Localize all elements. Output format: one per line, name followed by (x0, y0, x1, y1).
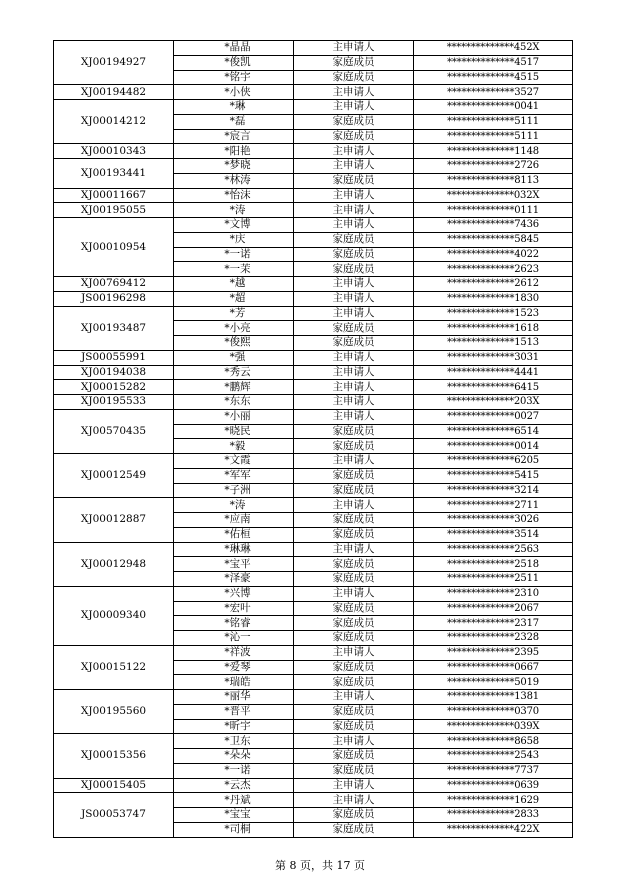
id-number-cell: **************422X (414, 822, 573, 837)
application-id-cell: XJ00010954 (54, 218, 174, 277)
application-id-cell: JS00196298 (54, 291, 174, 306)
application-id-cell: XJ00010343 (54, 144, 174, 159)
role-cell: 家庭成员 (294, 483, 414, 498)
name-cell: *涛 (174, 203, 294, 218)
id-number-cell: **************3214 (414, 483, 573, 498)
application-id-cell: XJ00570435 (54, 409, 174, 453)
table-row (54, 100, 573, 115)
role-cell: 家庭成员 (294, 247, 414, 262)
application-id-cell: XJ00194927 (54, 41, 174, 85)
name-cell: *阳艳 (174, 144, 294, 159)
name-cell: *琳 (174, 100, 294, 115)
name-cell: *子洲 (174, 483, 294, 498)
name-cell: *宝平 (174, 557, 294, 572)
name-cell: *文霞 (174, 454, 294, 469)
role-cell: 主申请人 (294, 159, 414, 174)
application-id-cell: XJ00769412 (54, 277, 174, 292)
name-cell: *一茉 (174, 262, 294, 277)
name-cell: *芳 (174, 306, 294, 321)
application-id-cell: XJ00012549 (54, 454, 174, 498)
role-cell: 主申请人 (294, 793, 414, 808)
role-cell: 家庭成员 (294, 527, 414, 542)
application-id-cell: XJ00009340 (54, 586, 174, 645)
page-footer: 第 8 页，共 17 页 (275, 859, 365, 872)
role-cell: 家庭成员 (294, 129, 414, 144)
table-row (54, 277, 573, 292)
id-number-cell: **************2726 (414, 159, 573, 174)
table-row (54, 41, 573, 56)
table-row (54, 645, 573, 660)
id-number-cell: **************5019 (414, 675, 573, 690)
id-number-cell: **************8113 (414, 173, 573, 188)
name-cell: *一诺 (174, 247, 294, 262)
table-row (54, 159, 573, 174)
id-number-cell: **************032X (414, 188, 573, 203)
name-cell: *铭宇 (174, 70, 294, 85)
name-cell: *超 (174, 291, 294, 306)
table-row (54, 188, 573, 203)
application-id-cell: XJ00015122 (54, 645, 174, 689)
application-id-cell: XJ00015282 (54, 380, 174, 395)
role-cell: 主申请人 (294, 645, 414, 660)
id-number-cell: **************4022 (414, 247, 573, 262)
table-row (54, 793, 573, 808)
table-row (54, 365, 573, 380)
id-number-cell: **************8658 (414, 734, 573, 749)
name-cell: *庆 (174, 232, 294, 247)
id-number-cell: **************0667 (414, 660, 573, 675)
application-id-cell: XJ00014212 (54, 100, 174, 144)
role-cell: 家庭成员 (294, 749, 414, 764)
name-cell: *俊熙 (174, 336, 294, 351)
role-cell: 家庭成员 (294, 55, 414, 70)
name-cell: *东东 (174, 395, 294, 410)
id-number-cell: **************3031 (414, 350, 573, 365)
table-row (54, 586, 573, 601)
role-cell: 主申请人 (294, 690, 414, 705)
id-number-cell: **************0111 (414, 203, 573, 218)
id-number-cell: **************2711 (414, 498, 573, 513)
name-cell: *一诺 (174, 763, 294, 778)
name-cell: *丽华 (174, 690, 294, 705)
table-row (54, 291, 573, 306)
role-cell: 主申请人 (294, 734, 414, 749)
name-cell: *琳琳 (174, 542, 294, 557)
application-id-cell: XJ00012948 (54, 542, 174, 586)
id-number-cell: **************0639 (414, 778, 573, 793)
role-cell: 主申请人 (294, 188, 414, 203)
id-number-cell: **************1381 (414, 690, 573, 705)
name-cell: *佑桓 (174, 527, 294, 542)
name-cell: *云杰 (174, 778, 294, 793)
name-cell: *瑞皓 (174, 675, 294, 690)
id-number-cell: **************5845 (414, 232, 573, 247)
name-cell: *强 (174, 350, 294, 365)
id-number-cell: **************452X (414, 41, 573, 56)
role-cell: 家庭成员 (294, 468, 414, 483)
role-cell: 家庭成员 (294, 232, 414, 247)
application-id-cell: JS00053747 (54, 793, 174, 837)
id-number-cell: **************3026 (414, 513, 573, 528)
name-cell: *晶晶 (174, 41, 294, 56)
table-row (54, 498, 573, 513)
name-cell: *小侠 (174, 85, 294, 100)
role-cell: 家庭成员 (294, 763, 414, 778)
application-id-cell: XJ00195533 (54, 395, 174, 410)
id-number-cell: **************2623 (414, 262, 573, 277)
id-number-cell: **************203X (414, 395, 573, 410)
id-number-cell: **************2310 (414, 586, 573, 601)
id-number-cell: **************0014 (414, 439, 573, 454)
role-cell: 主申请人 (294, 586, 414, 601)
name-cell: *朵朵 (174, 749, 294, 764)
application-id-cell: XJ00011667 (54, 188, 174, 203)
name-cell: *宝宝 (174, 808, 294, 823)
name-cell: *丹斌 (174, 793, 294, 808)
role-cell: 家庭成员 (294, 675, 414, 690)
table-row (54, 454, 573, 469)
name-cell: *宸言 (174, 129, 294, 144)
id-number-cell: **************2833 (414, 808, 573, 823)
name-cell: *小丽 (174, 409, 294, 424)
application-id-cell: JS00055991 (54, 350, 174, 365)
name-cell: *越 (174, 277, 294, 292)
id-number-cell: **************0041 (414, 100, 573, 115)
role-cell: 家庭成员 (294, 336, 414, 351)
id-number-cell: **************3514 (414, 527, 573, 542)
id-number-cell: **************7436 (414, 218, 573, 233)
role-cell: 家庭成员 (294, 822, 414, 837)
application-id-cell: XJ00193487 (54, 306, 174, 350)
application-id-cell: XJ00015405 (54, 778, 174, 793)
role-cell: 家庭成员 (294, 616, 414, 631)
role-cell: 主申请人 (294, 218, 414, 233)
role-cell: 家庭成员 (294, 262, 414, 277)
name-cell: *兴博 (174, 586, 294, 601)
name-cell: *涛 (174, 498, 294, 513)
id-number-cell: **************1513 (414, 336, 573, 351)
role-cell: 主申请人 (294, 277, 414, 292)
id-number-cell: **************2395 (414, 645, 573, 660)
id-number-cell: **************1618 (414, 321, 573, 336)
role-cell: 主申请人 (294, 100, 414, 115)
role-cell: 主申请人 (294, 498, 414, 513)
name-cell: *小亮 (174, 321, 294, 336)
role-cell: 主申请人 (294, 365, 414, 380)
id-number-cell: **************2067 (414, 601, 573, 616)
role-cell: 家庭成员 (294, 321, 414, 336)
role-cell: 家庭成员 (294, 439, 414, 454)
role-cell: 家庭成员 (294, 719, 414, 734)
role-cell: 家庭成员 (294, 424, 414, 439)
id-number-cell: **************2518 (414, 557, 573, 572)
role-cell: 家庭成员 (294, 704, 414, 719)
application-id-cell: XJ00193441 (54, 159, 174, 189)
name-cell: *林涛 (174, 173, 294, 188)
table-row (54, 218, 573, 233)
role-cell: 主申请人 (294, 85, 414, 100)
applicant-table (53, 40, 573, 838)
id-number-cell: **************2328 (414, 631, 573, 646)
name-cell: *毅 (174, 439, 294, 454)
name-cell: *泽豪 (174, 572, 294, 587)
name-cell: *梦晓 (174, 159, 294, 174)
application-id-cell: XJ00194482 (54, 85, 174, 100)
role-cell: 主申请人 (294, 778, 414, 793)
table-row (54, 380, 573, 395)
application-id-cell: XJ00195560 (54, 690, 174, 734)
application-id-cell: XJ00012887 (54, 498, 174, 542)
table-row (54, 690, 573, 705)
name-cell: *晓民 (174, 424, 294, 439)
table-row (54, 85, 573, 100)
id-number-cell: **************1148 (414, 144, 573, 159)
name-cell: *鹏辉 (174, 380, 294, 395)
id-number-cell: **************4441 (414, 365, 573, 380)
role-cell: 家庭成员 (294, 601, 414, 616)
application-id-cell: XJ00195055 (54, 203, 174, 218)
name-cell: *文博 (174, 218, 294, 233)
id-number-cell: **************1830 (414, 291, 573, 306)
id-number-cell: **************1523 (414, 306, 573, 321)
name-cell: *昕宇 (174, 719, 294, 734)
table-row (54, 350, 573, 365)
name-cell: *秀云 (174, 365, 294, 380)
name-cell: *卫东 (174, 734, 294, 749)
id-number-cell: **************039X (414, 719, 573, 734)
name-cell: *宏叶 (174, 601, 294, 616)
role-cell: 主申请人 (294, 454, 414, 469)
id-number-cell: **************3527 (414, 85, 573, 100)
role-cell: 主申请人 (294, 41, 414, 56)
role-cell: 主申请人 (294, 542, 414, 557)
table-row (54, 778, 573, 793)
name-cell: *铭睿 (174, 616, 294, 631)
table-row (54, 144, 573, 159)
application-id-cell: XJ00194038 (54, 365, 174, 380)
role-cell: 家庭成员 (294, 557, 414, 572)
application-id-cell: XJ00015356 (54, 734, 174, 778)
table-row (54, 409, 573, 424)
id-number-cell: **************5111 (414, 129, 573, 144)
role-cell: 家庭成员 (294, 114, 414, 129)
table-row (54, 395, 573, 410)
role-cell: 主申请人 (294, 350, 414, 365)
id-number-cell: **************2511 (414, 572, 573, 587)
table-row (54, 734, 573, 749)
role-cell: 家庭成员 (294, 513, 414, 528)
applicant-table-body (54, 41, 573, 838)
role-cell: 主申请人 (294, 203, 414, 218)
name-cell: *磊 (174, 114, 294, 129)
name-cell: *怡沫 (174, 188, 294, 203)
name-cell: *沁一 (174, 631, 294, 646)
id-number-cell: **************7737 (414, 763, 573, 778)
role-cell: 主申请人 (294, 144, 414, 159)
id-number-cell: **************2612 (414, 277, 573, 292)
role-cell: 家庭成员 (294, 808, 414, 823)
role-cell: 家庭成员 (294, 660, 414, 675)
id-number-cell: **************0027 (414, 409, 573, 424)
id-number-cell: **************0370 (414, 704, 573, 719)
role-cell: 主申请人 (294, 380, 414, 395)
id-number-cell: **************6514 (414, 424, 573, 439)
role-cell: 主申请人 (294, 409, 414, 424)
table-row (54, 306, 573, 321)
id-number-cell: **************2317 (414, 616, 573, 631)
role-cell: 主申请人 (294, 291, 414, 306)
role-cell: 家庭成员 (294, 631, 414, 646)
role-cell: 主申请人 (294, 395, 414, 410)
id-number-cell: **************6415 (414, 380, 573, 395)
id-number-cell: **************1629 (414, 793, 573, 808)
name-cell: *司桐 (174, 822, 294, 837)
id-number-cell: **************5111 (414, 114, 573, 129)
id-number-cell: **************4515 (414, 70, 573, 85)
role-cell: 家庭成员 (294, 572, 414, 587)
name-cell: *祥波 (174, 645, 294, 660)
table-row (54, 542, 573, 557)
id-number-cell: **************5415 (414, 468, 573, 483)
id-number-cell: **************6205 (414, 454, 573, 469)
name-cell: *军军 (174, 468, 294, 483)
id-number-cell: **************4517 (414, 55, 573, 70)
table-row (54, 203, 573, 218)
role-cell: 主申请人 (294, 306, 414, 321)
id-number-cell: **************2563 (414, 542, 573, 557)
role-cell: 家庭成员 (294, 70, 414, 85)
name-cell: *爱琴 (174, 660, 294, 675)
name-cell: *应南 (174, 513, 294, 528)
name-cell: *俊凯 (174, 55, 294, 70)
role-cell: 家庭成员 (294, 173, 414, 188)
name-cell: *晋平 (174, 704, 294, 719)
id-number-cell: **************2543 (414, 749, 573, 764)
